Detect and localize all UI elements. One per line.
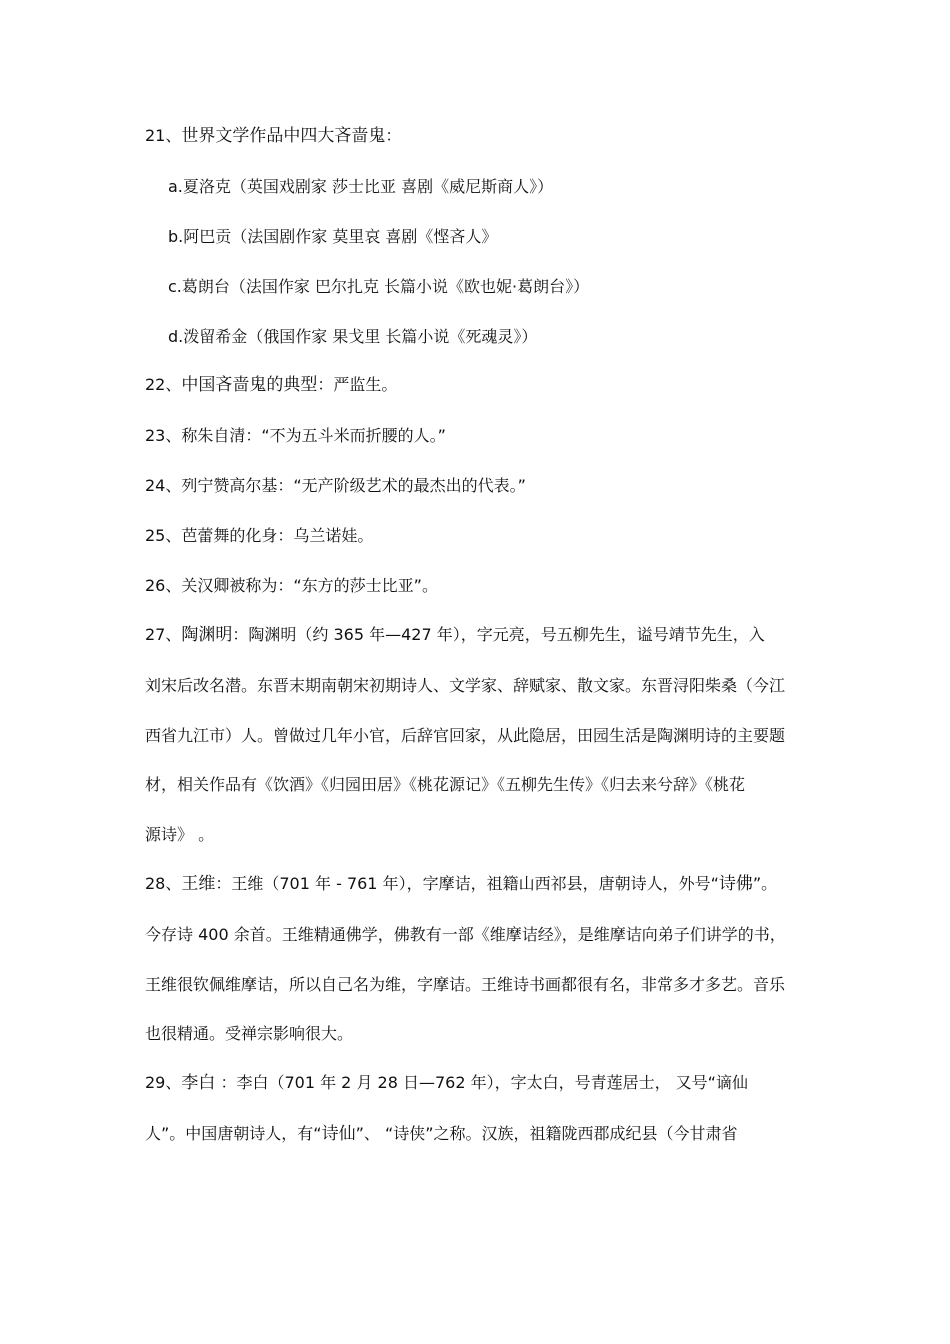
item-29 bbox=[145, 1072, 815, 1094]
item-number: 21、 bbox=[145, 126, 182, 145]
item-number: 27、 bbox=[145, 625, 182, 644]
paragraph-line bbox=[145, 1123, 815, 1145]
nickname: 诗佛 bbox=[718, 874, 753, 894]
item-text: 也很精通。受禅宗影响很大。 bbox=[145, 1024, 354, 1043]
item-text: a.夏洛克（英国戏剧家 莎士比亚 喜剧《威尼斯商人》） bbox=[168, 177, 554, 196]
item-22 bbox=[145, 374, 815, 396]
item-25 bbox=[145, 525, 815, 547]
item-text: ：王维（701 年 - 761 年），字摩诘，祖籍山西祁县，唐朝诗人，外号“ bbox=[215, 874, 719, 893]
item-heading: 中国吝啬鬼的典型 bbox=[181, 375, 318, 395]
item-text: ”、 “诗侠”之称。汉族，祖籍陇西郡成纪县（今甘肃省 bbox=[355, 1124, 738, 1143]
item-number: 22、 bbox=[145, 375, 182, 394]
paragraph-line bbox=[145, 774, 815, 796]
item-text: 西省九江市）人。曾做过几年小官，后辞官回家，从此隐居，田园生活是陶渊明诗的主要题 bbox=[145, 726, 786, 745]
item-text: 王维很钦佩维摩诘，所以自己名为维，字摩诘。王维诗书画都很有名，非常多才多艺。音乐 bbox=[145, 975, 786, 994]
item-text: b.阿巴贡（法国剧作家 莫里哀 喜剧《悭吝人》 bbox=[168, 227, 498, 246]
item-text: 25、芭蕾舞的化身：乌兰诺娃。 bbox=[145, 526, 374, 545]
item-text: 源诗》 。 bbox=[145, 825, 215, 844]
item-text: ：陶渊明（约 365 年—427 年），字元亮，号五柳先生，谥号靖节先生，入 bbox=[232, 625, 765, 644]
item-28 bbox=[145, 873, 815, 895]
item-text: ：严监生。 bbox=[317, 375, 398, 394]
item-text: 材，相关作品有《饮酒》《归园田居》《桃花源记》《五柳先生传》《归去来兮辞》《桃花 bbox=[145, 775, 746, 794]
paragraph-line bbox=[145, 675, 815, 697]
item-27 bbox=[145, 624, 815, 646]
item-heading: 王维 bbox=[181, 874, 216, 894]
paragraph-line bbox=[145, 824, 815, 846]
item-heading: 世界文学作品中四大吝啬鬼 bbox=[181, 126, 386, 146]
item-23 bbox=[145, 425, 815, 447]
item-text: 今存诗 400 余首。王维精通佛学，佛教有一部《维摩诘经》，是维摩诘向弟子们讲学的书， bbox=[145, 925, 786, 944]
item-text: 刘宋后改名潜。东晋末期南朝宋初期诗人、文学家、辞赋家、散文家。东晋浔阳柴桑（今江 bbox=[145, 676, 786, 695]
nickname: 诗仙 bbox=[321, 1124, 356, 1144]
paragraph-line bbox=[145, 1023, 815, 1045]
miser-c bbox=[168, 276, 838, 298]
paragraph-line bbox=[145, 974, 815, 996]
miser-b bbox=[168, 226, 838, 248]
item-text: d.泼留希金（俄国作家 果戈里 长篇小说《死魂灵》） bbox=[168, 327, 538, 346]
item-number: 28、 bbox=[145, 874, 182, 893]
item-text: c.葛朗台（法国作家 巴尔扎克 长篇小说《欧也妮·葛朗台》） bbox=[168, 277, 590, 296]
item-text: 人”。中国唐朝诗人，有“ bbox=[145, 1124, 322, 1143]
miser-d bbox=[168, 326, 838, 348]
item-text: 26、关汉卿被称为：“东方的莎士比亚”。 bbox=[145, 576, 438, 595]
paragraph-line bbox=[145, 924, 815, 946]
item-text: 24、列宁赞高尔基：“无产阶级艺术的最杰出的代表。” bbox=[145, 476, 526, 495]
miser-a bbox=[168, 176, 838, 198]
item-text: ： bbox=[385, 126, 402, 145]
item-text: ”。 bbox=[752, 874, 778, 893]
paragraph-line bbox=[145, 725, 815, 747]
item-number: 29、 bbox=[145, 1073, 182, 1092]
item-heading: 李白 bbox=[181, 1073, 216, 1093]
item-24 bbox=[145, 475, 815, 497]
item-26 bbox=[145, 575, 815, 597]
item-text: 23、称朱自清：“不为五斗米而折腰的人。” bbox=[145, 426, 446, 445]
item-text: ：李白（701 年 2 月 28 日—762 年），字太白，号青莲居士， 又号“谪仙 bbox=[215, 1073, 748, 1092]
item-heading: 陶渊明 bbox=[181, 625, 233, 645]
item-21 bbox=[145, 125, 815, 147]
